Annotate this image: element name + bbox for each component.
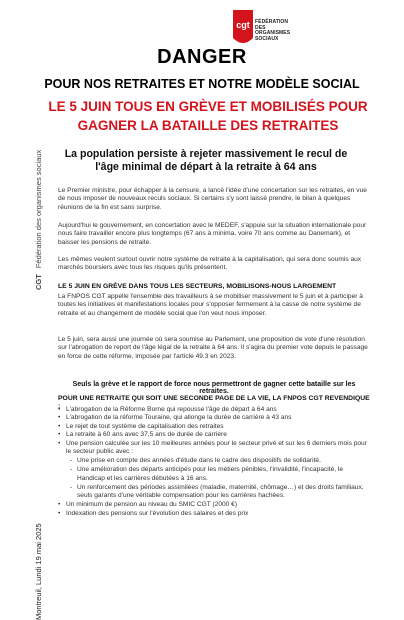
sub-list-item: - Une prise en compte des années d'étude dans le cadre des dispositifs de solidarité. xyxy=(70,457,368,465)
side-date-label: Montreuil, Lundi 19 mai 2025 xyxy=(34,523,43,620)
list-item: • La retraite à 60 ans avec 37,5 ans de durée de carrière xyxy=(58,431,368,439)
callout-strike: Seuls la grève et le rapport de force nous permettront de gagner cette bataille sur les retraites. xyxy=(72,381,356,395)
sub-demands-list xyxy=(70,457,368,500)
population-headline: La population persiste à rejeter massivement le recul de l'âge minimal de départ à la retraite à 64 ans xyxy=(64,148,348,173)
section-title-demands: POUR UNE RETRAITE QUI SOIT UNE SECONDE PAGE DE LA VIE, LA FNPOS CGT REVENDIQUE : xyxy=(58,395,370,411)
demands-list xyxy=(58,406,368,518)
logo-org-name: FÉDÉRATION DES ORGANISMES SOCIAUX xyxy=(255,19,291,42)
cgt-logo-mark xyxy=(231,8,255,48)
section-title-mobilisation: LE 5 JUIN EN GRÈVE DANS TOUS LES SECTEURS, MOBILISONS-NOUS LARGEMENT xyxy=(58,283,337,290)
side-org-label: CGTFédération des organismes sociaux xyxy=(34,149,43,290)
list-item: • Un minimum de pension au niveau du SMIC CGT (2000 €) xyxy=(58,501,368,509)
list-item xyxy=(58,440,368,501)
subtitle: POUR NOS RETRAITES ET NOTRE MODÈLE SOCIAL xyxy=(44,77,360,91)
paragraph-4: La FNPOS CGT appelle l'ensemble des travailleurs à se mobiliser massivement le 5 juin et à participer à toutes les initiatives et manifestations locales pour s'opposer fermement à la casse de notre système de retraite et au changement de modèle social que l'on veut nous imposer. xyxy=(58,293,363,317)
sub-list-item: - Un renforcement des périodes assimilées (maladie, maternité, chômage…) et des droits familiaux, seuls garants d'une véritable compensation pour les carrières hachées. xyxy=(70,484,368,501)
logo-text: cgt xyxy=(236,20,250,30)
cgt-logo xyxy=(231,8,321,48)
sub-list-item: - Une amélioration des départs anticipés pour les métiers pénibles, l'invalidité, l'incapacité, le Handicap et les carrières débutées à 16 ans. xyxy=(70,466,368,483)
list-item: • L'abrogation de la réforme Touraine, qui allonge la durée de carrière à 43 ans xyxy=(58,414,368,422)
paragraph-5: Le 5 juin, sera aussi une journée où sera soumise au Parlement, une proposition de vote d'une résolution sur l'abrogation de report de l'âge légal de la retraite à 64 ans. Il s'agira du premier vote depuis le passage en force de cette réforme, imposée par l'article 49.3 en 2023. xyxy=(58,336,368,360)
list-item: • Indexation des pensions sur l'évolution des salaires et des prix xyxy=(58,510,368,518)
list-item: • Le rejet de tout système de capitalisation des retraites xyxy=(58,423,368,431)
paragraph-3: Les mêmes veulent surtout ouvrir notre système de retraite à la capitalisation, qui sera donc soumis aux marchés boursiers avec tous les risques qu'ils présentent. xyxy=(58,256,362,272)
list-item: • L'abrogation de la Réforme Borne qui repousse l'âge de départ à 64 ans xyxy=(58,406,368,414)
paragraph-2: Aujourd'hui le gouvernement, en concertation avec le MEDEF, s'appuie sur la situation internationale pour nous faire travailler encore plus longtemps (67 ans à minima, voire 70 ans comme au Danemark), et baisser les pensions de retraite. xyxy=(58,222,367,246)
red-headline: LE 5 JUIN TOUS EN GRÈVE ET MOBILISÉS POUR GAGNER LA BATAILLE DES RETRAITES xyxy=(48,99,368,133)
title-danger: DANGER xyxy=(157,46,247,68)
paragraph-1: Le Premier ministre, pour échapper à la censure, a lancé l'idée d'une concertation sur les retraites, en vue de nous imposer de nouveaux reculs sociaux. Si certains s'y sont laissé prendre, le bilan à quelques réunions de la fin est sans surprise. xyxy=(58,187,367,211)
list-item-text: Une pension calculée sur les 10 meilleures années pour le secteur privé et sur les 6 derniers mois pour le secteur public avec : xyxy=(66,439,367,456)
